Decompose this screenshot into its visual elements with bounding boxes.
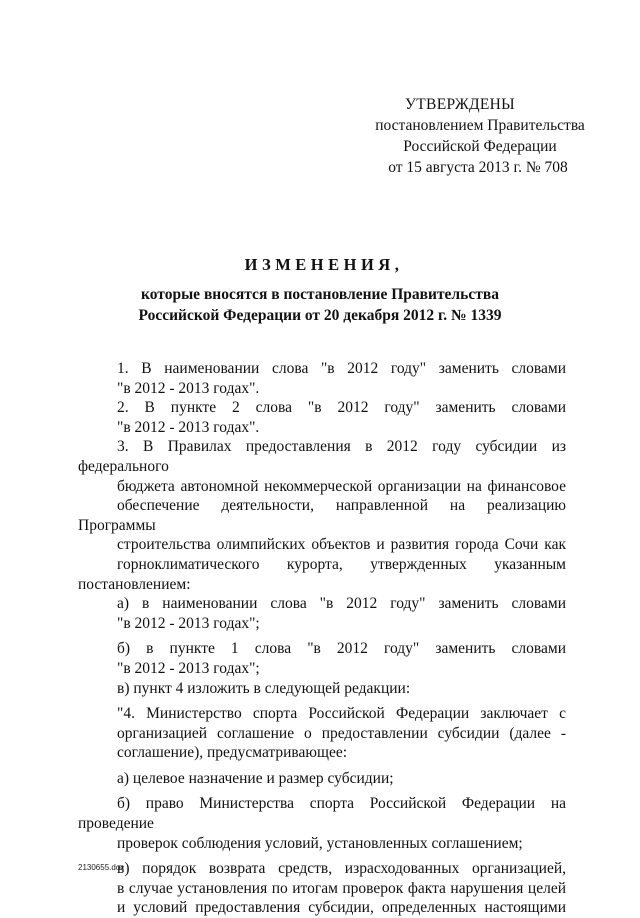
text-line: бюджета автономной некоммерческой организации на финансовое [117,477,566,495]
paragraph-3a [78,594,566,633]
text-line: "в 2012 - 2013 годах". [117,418,260,436]
approval-line: Российской Федерации [403,138,557,155]
text-line: а) в наименовании слова "в 2012 году" заменить словами [117,595,566,613]
text-line: "в 2012 - 2013 годах"; [117,659,260,677]
text-line: и условий предоставления субсидии, определенных настоящими [117,899,566,917]
text-line: в случае установления по итогам проверок факта нарушения целей [117,879,566,897]
text-line: б) в пункте 1 слова "в 2012 году" заменить словами [117,640,566,658]
text-line: б) право Министерства спорта Российской Федерации на проведение [78,795,566,833]
text-line: проверок соблюдения условий, установленных соглашением; [117,834,523,852]
paragraph-4v [78,859,566,918]
text-line: 2. В пункте 2 слова "в 2012 году" заменить словами [117,399,566,417]
text-line: в) порядок возврата средств, израсходованных организацией, [117,860,566,878]
paragraph-1 [78,359,566,398]
text-line: строительства олимпийских объектов и развития города Сочи как [117,536,566,554]
paragraph-2 [78,398,566,437]
document-title: ИЗМЕНЕНИЯ, [244,255,404,274]
paragraph-4b [78,794,566,853]
document-body [78,359,566,918]
paragraph-4 [78,704,566,763]
text-line: 3. В Правилах предоставления в 2012 году субсидии из федерального [78,438,566,475]
text-line: а) целевое назначение и размер субсидии; [117,769,394,787]
text-line: обеспечение деятельности, направленной на реализацию Программы [78,497,566,534]
approval-date: от 15 августа 2013 г. № 708 [388,159,568,176]
text-line: "в 2012 - 2013 годах". [117,379,260,397]
paragraph-3v [78,679,566,699]
paragraph-4a [78,769,566,789]
document-subtitle [0,284,640,326]
paragraph-3b [78,639,566,678]
text-line: "4. Министерство спорта Российской Федерации заключает с [117,705,566,723]
text-line: в) пункт 4 изложить в следующей редакции: [117,679,411,697]
approval-heading: УТВЕРЖДЕНЫ [405,96,515,113]
text-line: организацией соглашение о предоставлении субсидии (далее - [117,724,566,742]
text-line: 1. В наименовании слова "в 2012 году" заменить словами [117,360,566,377]
text-line: "в 2012 - 2013 годах"; [117,614,260,632]
approval-block [330,94,590,178]
text-line: горноклиматического курорта, утвержденных указанным постановлением: [78,555,566,593]
subtitle-line: Российской Федерации от 20 декабря 2012 г. № 1339 [138,307,502,324]
text-line: соглашение), предусматривающее: [117,744,348,762]
file-name-footer: 2130655.doc [78,863,125,872]
approval-line: постановлением Правительства [375,117,585,134]
subtitle-line: которые вносятся в постановление Правительства [141,286,499,303]
paragraph-3 [78,437,566,594]
